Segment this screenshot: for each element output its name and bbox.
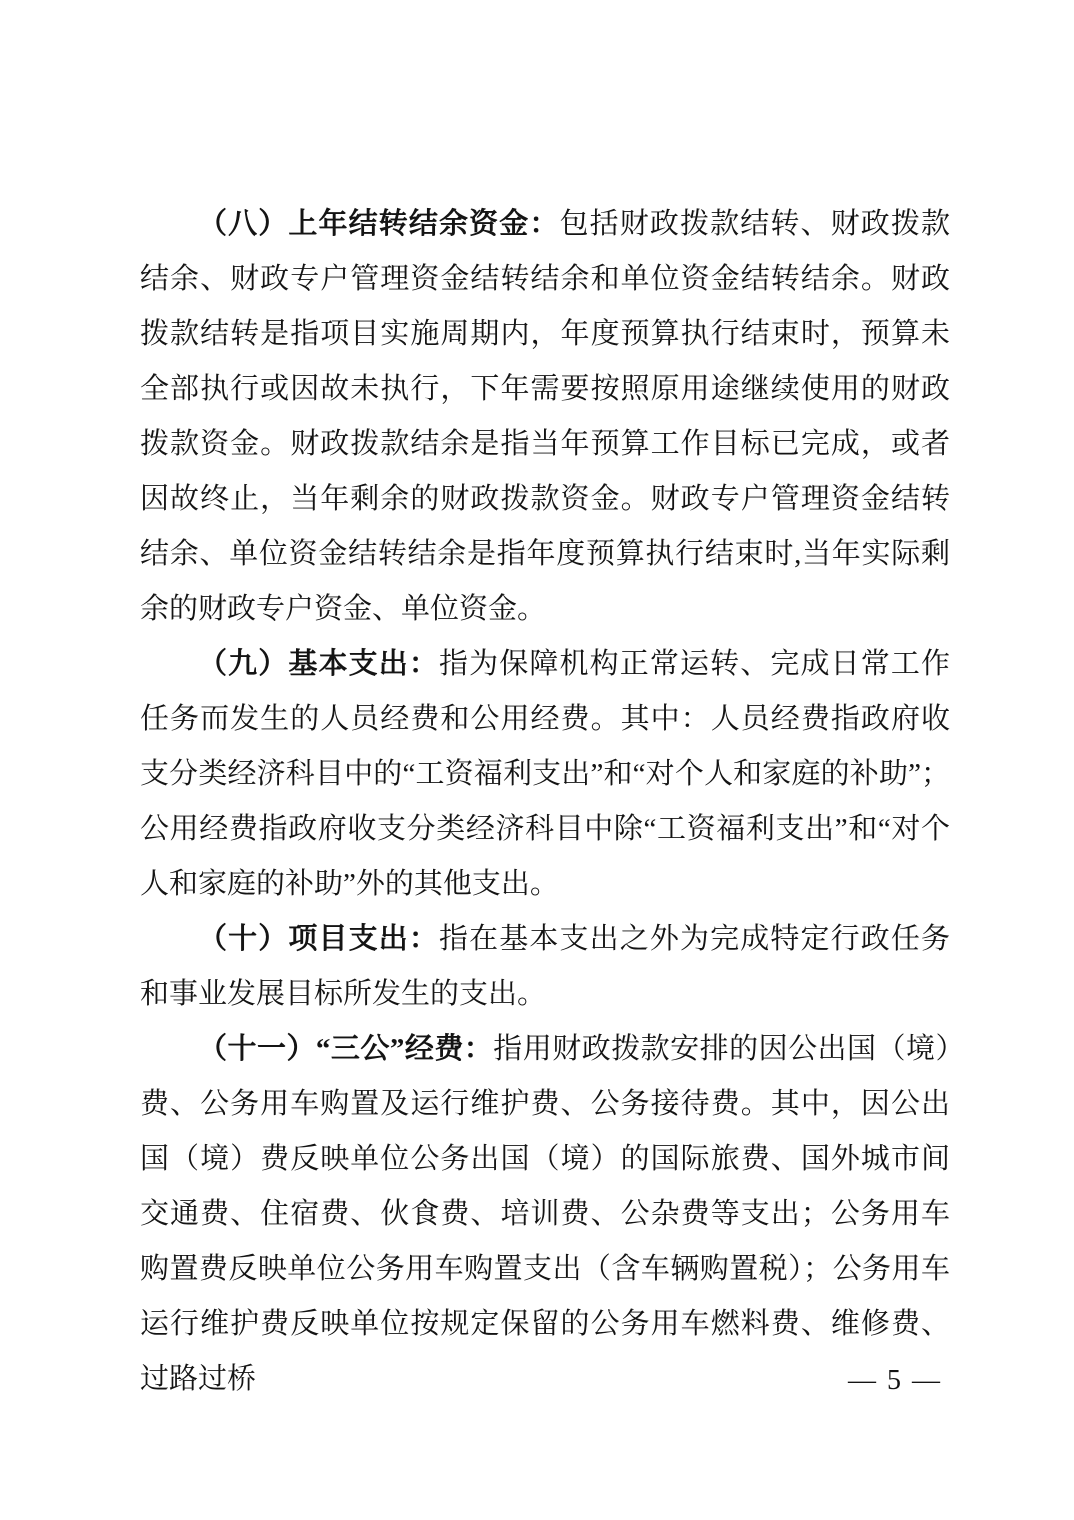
paragraph-body: 指为保障机构正常运转、完成日常工作任务而发生的人员经费和公用经费。其中：人员经费指政府收支分类经济科目中的“工资福利支出”和“对个人和家庭的补助”；公用经费指政府收支分类经济科目中除“工资福利支出”和“对个人和家庭的补助”外的其他支出。 — [140, 648, 950, 900]
paragraph-body: 指用财政拨款安排的因公出国（境）费、公务用车购置及运行维护费、公务接待费。其中，因公出国（境）费反映单位公务出国（境）的国际旅费、国外城市间交通费、住宿费、伙食费、培训费、公杂费等支出；公务用车购置费反映单位公务用车购置支出（含车辆购置税）；公务用车运行维护费反映单位按规定保留的公务用车燃料费、维修费、过路过桥 — [140, 1033, 950, 1395]
paragraph-heading: （十一）“三公”经费： — [198, 1033, 494, 1065]
page-number: — 5 — — [848, 1365, 942, 1396]
paragraph-heading: （八）上年结转结余资金： — [198, 208, 560, 240]
document-content — [140, 197, 950, 1407]
paragraph-item-10 — [140, 912, 950, 1022]
paragraph-item-11 — [140, 1022, 950, 1407]
paragraph-body: 指在基本支出之外为完成特定行政任务和事业发展目标所发生的支出。 — [140, 923, 950, 1010]
paragraph-heading: （九）基本支出： — [198, 648, 439, 680]
paragraph-item-9 — [140, 637, 950, 912]
paragraph-heading: （十）项目支出： — [198, 923, 439, 955]
paragraph-body: 包括财政拨款结转、财政拨款结余、财政专户管理资金结转结余和单位资金结转结余。财政拨款结转是指项目实施周期内，年度预算执行结束时，预算未全部执行或因故未执行，下年需要按照原用途继续使用的财政拨款资金。财政拨款结余是指当年预算工作目标已完成，或者因故终止，当年剩余的财政拨款资金。财政专户管理资金结转结余、单位资金结转结余是指年度预算执行结束时,当年实际剩余的财政专户资金、单位资金。 — [140, 208, 950, 625]
paragraph-item-8 — [140, 197, 950, 637]
